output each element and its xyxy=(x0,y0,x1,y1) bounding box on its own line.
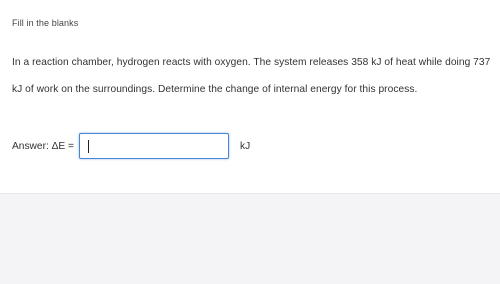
text-caret xyxy=(88,140,89,153)
footer-area xyxy=(0,193,500,284)
section-heading: Fill in the blanks xyxy=(12,18,79,28)
question-text: In a reaction chamber, hydrogen reacts with oxygen. The system releases 358 kJ of heat while doing 737 kJ of work on the surroundings. Determine the change of internal energy for this process. xyxy=(12,57,491,95)
unit-label: kJ xyxy=(240,140,251,152)
answer-input[interactable] xyxy=(79,133,229,159)
answer-row xyxy=(12,133,250,159)
answer-label: Answer: ΔE = xyxy=(12,140,75,152)
